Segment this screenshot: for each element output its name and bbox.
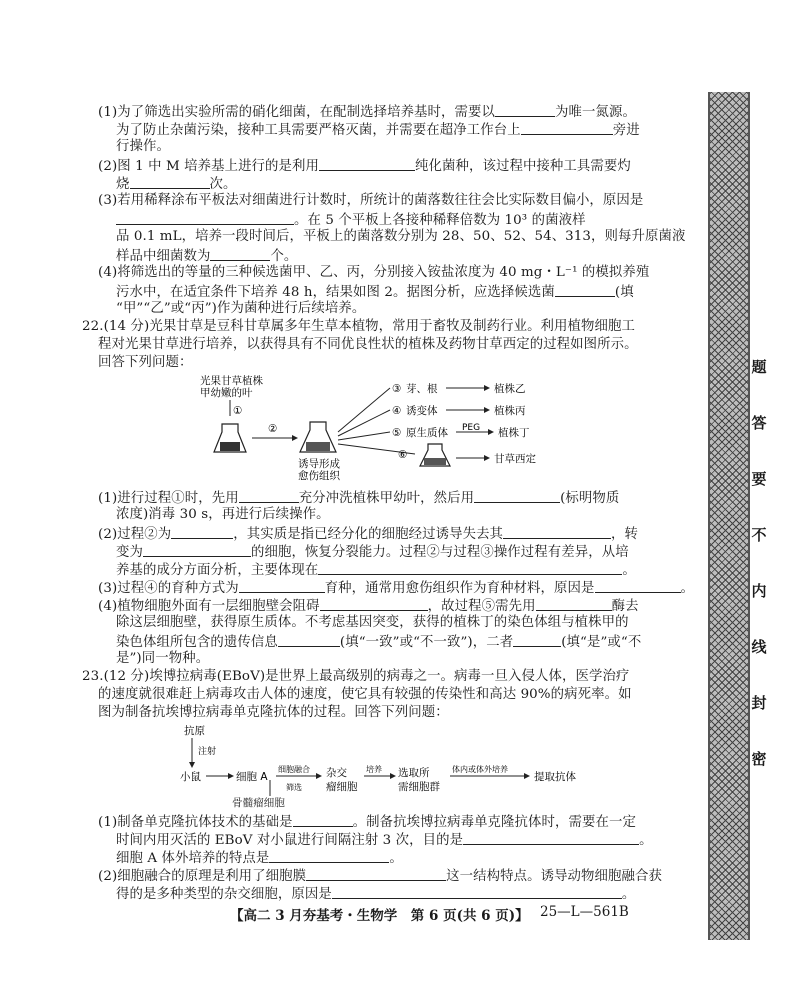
diagram-label: 光果甘草植株 [200,375,263,387]
q21-line: “甲”“乙”或“丙”)作为菌种进行后续培养。 [116,301,366,316]
diagram-label: 抗原 [184,725,205,737]
answer-blank [278,634,340,647]
arrow-head [228,773,234,779]
answer-blank [210,248,270,261]
arrow-head [316,773,322,779]
q23-line: 时间内用灭活的 EBoV 对小鼠进行间隔注射 3 次，目的是 。 [116,833,653,848]
step-number: ③ [392,383,402,395]
footer-page-info: 【高二 3 月夯基考・生物学 第 6 页(共 6 页)】 [230,908,529,924]
answer-blank [555,284,615,297]
leaf-tissue-icon [220,442,240,451]
answer-blank [495,104,555,117]
q21-line: 烧 次。 [116,177,237,192]
cell-suspension-icon [424,458,446,465]
arrow-head [484,455,490,461]
side-char: 答 [751,414,767,432]
arrow-head [189,762,195,768]
q21-line: 行操作。 [116,139,170,154]
q22-line: (1)进行过程①时，先用 充分冲洗植株甲幼叶，然后用 (标明物质 [98,491,620,506]
diagram-label: 甲幼嫩的叶 [200,387,253,399]
callus-icon [306,442,330,451]
step-number: ④ [392,405,402,417]
side-char: 不 [751,526,767,544]
arrow-line [338,388,390,432]
step-number: ⑤ [392,427,402,439]
binding-strip [708,92,750,940]
diagram-label: 骨髓瘤细胞 [232,797,285,809]
answer-blank [332,886,622,899]
diagram-label: 培养 [366,765,382,774]
q23-line: (2)细胞融合的原理是利用了细胞膜 这一结构特点。诱导动物细胞融合获 [98,869,662,884]
diagram-label: 细胞 A [236,771,268,783]
q22-line: 浓度)消毒 30 s，再进行后续操作。 [116,507,330,522]
diagram-label: 瘤细胞 [326,781,358,793]
side-char: 内 [751,582,767,600]
q21-line: (2)图 1 中 M 培养基上进行的是利用 纯化菌种，该过程中接种工具需要灼 [98,159,631,174]
answer-blank [474,490,560,503]
side-char: 封 [751,694,767,712]
answer-blank [269,850,389,863]
peg-label: PEG [462,423,481,433]
q22-line: (2)过程②为 ，其实质是指已经分化的细胞经过诱导失去其 ，转 [98,527,639,542]
q23-header: 的速度就很难赶上病毒攻击人体的速度，使它具有较强的传染性和高达 90%的病死率。如 [98,687,632,702]
q22-line: (3)过程④的育种方式为 育种，通常用愈伤组织作为育种材料，原因是 。 [98,581,694,596]
diagram-label: 杂交 [326,767,347,779]
answer-blank [595,580,681,593]
q22-header: 22.(14 分)光果甘草是豆科甘草属多年生草本植物，常用于畜牧及制药行业。利用植物细胞工 [82,319,635,334]
q22-header: 回答下列问题： [98,355,193,370]
arrow-head [390,773,396,779]
diagram-label: 植株乙 [494,383,526,395]
answer-blank [319,158,415,171]
answer-blank [171,526,233,539]
q21-line: (3)若用稀释涂布平板法对细菌进行计数时，所统计的菌落数往往会比实际数目偏小，原因是 [98,193,644,208]
diagram-label: 原生质体 [406,427,448,439]
side-char: 线 [751,638,767,656]
diagram-label: 选取所 [398,767,430,779]
answer-blank [239,490,299,503]
arrow-head [488,429,494,435]
q23-line: 细胞 A 体外培养的特点是 。 [116,851,403,866]
q22-header: 程对光果甘草进行培养，以获得具有不同优良性状的植株及药物甘草西定的过程如图所示。 [98,337,638,352]
answer-blank [306,868,446,881]
q22-line: 染色体组所包含的遗传信息 (填“一致”或“不一致”)，二者 (填“是”或“不 [116,635,642,650]
arrow-head [292,435,298,441]
answer-blank [318,562,622,575]
q22-line: (4)植物细胞外面有一层细胞壁会阻碍 ，故过程⑤需先用 酶去 [98,599,639,614]
diagram-label: 芽、根 [406,383,438,395]
q22-line: 除这层细胞壁，获得原生质体。不考虑基因突变，获得的植株丁的染色体组与植株甲的 [116,615,629,630]
arrow-head [484,407,490,413]
diagram-label: 注射 [198,747,217,757]
q21-line: 品 0.1 mL，培养一段时间后，平板上的菌落数分别为 28、50、52、54、313，则每升原菌液 [116,229,686,244]
binding-warning [747,360,771,808]
step-number: ① [233,405,243,417]
diagram-label: 筛选 [286,783,302,792]
arrow-line [338,432,390,440]
antibody-production-diagram [178,722,598,800]
licorice-culture-diagram [200,374,580,484]
q23-line: (1)制备单克隆抗体技术的基础是 。制备抗埃博拉病毒单克隆抗体时，需要在一定 [98,815,636,830]
answer-blank [513,634,561,647]
side-char: 题 [751,358,767,376]
q23-header: 23.(12 分)埃博拉病毒(EBoV)是世界上最高级别的病毒之一。病毒一旦入侵人体，医学治疗 [82,669,630,684]
diagram-label: 植株丙 [494,405,526,417]
diagram-label: 小鼠 [180,771,201,783]
q21-line: 样品中细菌数为 个。 [116,249,298,264]
q21-line: 。在 5 个平板上各接种稀释倍数为 10³ 的菌液样 [116,212,586,227]
arrow-head [484,385,490,391]
diagram-label: 诱导形成 [298,458,340,470]
answer-blank [463,832,639,845]
q23-header: 图为制备抗埃博拉病毒单克隆抗体的过程。回答下列问题： [98,705,449,720]
answer-blank [116,212,294,225]
diagram-label: 细胞融合 [278,765,310,774]
diagram-label: 植株丁 [498,427,530,439]
diagram-label: 愈伤组织 [298,470,340,482]
answer-blank [536,598,612,611]
q22-line: 变为 的细胞，恢复分裂能力。过程②与过程③操作过程有差异，从培 [116,545,629,560]
diagram-label: 甘草西定 [494,453,536,465]
q22-line: 是”)同一物种。 [116,651,210,666]
q21-line: 污水中，在适宜条件下培养 48 h，结果如图 2。据图分析，应选择候选菌 (填 [116,285,634,300]
answer-blank [239,580,325,593]
q21-line: 为了防止杂菌污染，接种工具需要严格灭菌，并需要在超净工作台上 旁进 [116,123,640,138]
answer-blank [130,176,210,189]
q22-line: 养基的成分方面分析，主要体现在 。 [116,563,636,578]
q23-line: 得的是多种类型的杂交细胞，原因是 。 [116,887,636,902]
arrow-head [524,773,530,779]
answer-blank [293,814,353,827]
footer-code: 25—L—561B [540,904,629,920]
q21-line: (4)将筛选出的等量的三种候选菌甲、乙、丙，分别接入铵盐浓度为 40 mg・L⁻¹ 的模拟养殖 [98,265,650,280]
answer-blank [521,122,613,135]
step-number: ⑥ [398,449,408,461]
answer-blank [320,598,428,611]
side-char: 密 [751,750,767,768]
answer-blank [503,526,611,539]
q21-line: (1)为了筛选出实验所需的硝化细菌，在配制选择培养基时，需要以 为唯一氮源。 [98,105,636,120]
diagram-label: 诱变体 [406,405,438,417]
diagram-label: 需细胞群 [398,781,440,793]
step-number: ② [268,423,278,435]
diagram-label: 提取抗体 [534,771,576,783]
diagram-label: 体内或体外培养 [452,765,508,774]
answer-blank [143,544,251,557]
arrow-line [338,410,390,436]
side-char: 要 [751,470,767,488]
